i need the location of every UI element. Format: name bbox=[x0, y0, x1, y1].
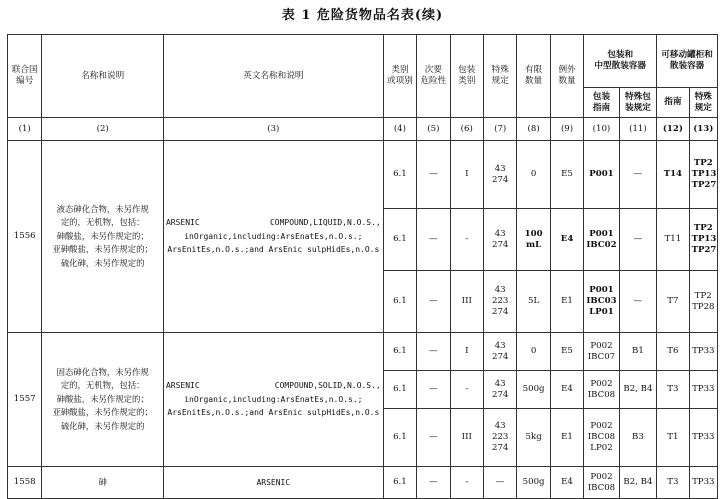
table-row bbox=[8, 141, 718, 209]
tank-special-cell: TP33 bbox=[689, 333, 717, 371]
packing-special-cell: B3 bbox=[619, 409, 656, 467]
header-packing-group: 包装 类别 bbox=[450, 35, 483, 118]
limited-qty-cell: 500g bbox=[517, 467, 550, 499]
tank-instruction-cell: T11 bbox=[657, 209, 689, 271]
tank-special-cell: TP2 TP13 TP27 bbox=[689, 141, 717, 209]
packing-group-cell: - bbox=[450, 467, 483, 499]
sub-risk-cell: — bbox=[417, 209, 450, 271]
limited-qty-cell: 100 mL bbox=[517, 209, 550, 271]
header-class: 类别 或项别 bbox=[383, 35, 416, 118]
name-en-cell: ARSENIC COMPOUND,SOLID,N.O.S., inOrganic,including:ArsEnatEs,n.O.s.; ArsEnitEs,n.O.s.;and ArsEnic sulpHidEs,n.O.s bbox=[163, 333, 383, 467]
column-number: (9) bbox=[550, 118, 583, 141]
packing-special-cell: B1 bbox=[619, 333, 656, 371]
tank-special-cell: TP33 bbox=[689, 467, 717, 499]
column-number: (13) bbox=[689, 118, 717, 141]
header-tank-instruction: 指南 bbox=[657, 88, 689, 118]
column-number-row bbox=[8, 118, 718, 141]
class-cell: 6.1 bbox=[383, 209, 416, 271]
excepted-qty-cell: E5 bbox=[550, 333, 583, 371]
name-cn-cell: 液态砷化合物，未另作规 定的，无机物，包括： 砷酸盐，未另作规定的； 亚砷酸盐，未另作规定的； 硫化砷，未另作规定的 bbox=[42, 141, 164, 333]
limited-qty-cell: 0 bbox=[517, 333, 550, 371]
packing-instruction-cell: P001 bbox=[584, 141, 619, 209]
sub-risk-cell: — bbox=[417, 409, 450, 467]
name-cn-cell: 固态砷化合物，未另作规 定的，无机物，包括： 砷酸盐，未另作规定的； 亚砷酸盐，未另作规定的； 硫化砷，未另作规定的 bbox=[42, 333, 164, 467]
tank-instruction-cell: T3 bbox=[657, 371, 689, 409]
packing-instruction-cell: P002 IBC08 bbox=[584, 467, 619, 499]
limited-qty-cell: 500g bbox=[517, 371, 550, 409]
table-row bbox=[8, 467, 718, 499]
tank-instruction-cell: T7 bbox=[657, 271, 689, 333]
packing-instruction-cell: P001 IBC03 LP01 bbox=[584, 271, 619, 333]
special-provisions-cell: 43 274 bbox=[483, 333, 516, 371]
limited-qty-cell: 5L bbox=[517, 271, 550, 333]
sub-risk-cell: — bbox=[417, 467, 450, 499]
column-number: (2) bbox=[42, 118, 164, 141]
class-cell: 6.1 bbox=[383, 371, 416, 409]
header-limited-qty: 有限 数量 bbox=[517, 35, 550, 118]
un-number-cell: 1556 bbox=[8, 141, 42, 333]
special-provisions-cell: 43 274 bbox=[483, 141, 516, 209]
column-number: (12) bbox=[657, 118, 689, 141]
tank-special-cell: TP2 TP13 TP27 bbox=[689, 209, 717, 271]
name-en-cell: ARSENIC COMPOUND,LIQUID,N.O.S., inOrganic,including:ArsEnatEs,n.O.s.; ArsEnitEs,n.O.s.;and ArsEnic sulpHidEs,n.O.s bbox=[163, 141, 383, 333]
packing-instruction-cell: P002 IBC07 bbox=[584, 333, 619, 371]
class-cell: 6.1 bbox=[383, 467, 416, 499]
column-number: (7) bbox=[483, 118, 516, 141]
column-number: (6) bbox=[450, 118, 483, 141]
column-number: (1) bbox=[8, 118, 42, 141]
header-packaging-ibc: 包装和 中型散装容器 bbox=[584, 35, 657, 88]
header-tank-special: 特殊 规定 bbox=[689, 88, 717, 118]
column-number: (5) bbox=[417, 118, 450, 141]
sub-risk-cell: — bbox=[417, 333, 450, 371]
table-body bbox=[8, 35, 718, 499]
column-number: (3) bbox=[163, 118, 383, 141]
header-portable-tanks: 可移动罐柜和 散装容器 bbox=[657, 35, 718, 88]
packing-special-cell: — bbox=[619, 271, 656, 333]
class-cell: 6.1 bbox=[383, 141, 416, 209]
un-number-cell: 1557 bbox=[8, 333, 42, 467]
packing-special-cell: — bbox=[619, 209, 656, 271]
column-number: (11) bbox=[619, 118, 656, 141]
limited-qty-cell: 5kg bbox=[517, 409, 550, 467]
sub-risk-cell: — bbox=[417, 141, 450, 209]
header-name-cn: 名称和说明 bbox=[42, 35, 164, 118]
special-provisions-cell: 43 274 bbox=[483, 371, 516, 409]
class-cell: 6.1 bbox=[383, 409, 416, 467]
packing-group-cell: III bbox=[450, 409, 483, 467]
table-row bbox=[8, 333, 718, 371]
name-en-cell: ARSENIC bbox=[163, 467, 383, 499]
un-number-cell: 1558 bbox=[8, 467, 42, 499]
excepted-qty-cell: E4 bbox=[550, 371, 583, 409]
header-un-number: 联合国 编号 bbox=[8, 35, 42, 118]
special-provisions-cell: 43 223 274 bbox=[483, 271, 516, 333]
excepted-qty-cell: E4 bbox=[550, 209, 583, 271]
name-cn-cell: 砷 bbox=[42, 467, 164, 499]
limited-qty-cell: 0 bbox=[517, 141, 550, 209]
excepted-qty-cell: E4 bbox=[550, 467, 583, 499]
header-excepted-qty: 例外 数量 bbox=[550, 35, 583, 118]
column-number: (4) bbox=[383, 118, 416, 141]
tank-special-cell: TP33 bbox=[689, 409, 717, 467]
excepted-qty-cell: E1 bbox=[550, 409, 583, 467]
packing-group-cell: I bbox=[450, 141, 483, 209]
header-name-en: 英文名称和说明 bbox=[163, 35, 383, 118]
column-number: (8) bbox=[517, 118, 550, 141]
special-provisions-cell: 43 274 bbox=[483, 209, 516, 271]
header-row bbox=[8, 35, 718, 88]
packing-instruction-cell: P001 IBC02 bbox=[584, 209, 619, 271]
tank-special-cell: TP2 TP28 bbox=[689, 271, 717, 333]
dangerous-goods-table bbox=[7, 34, 718, 499]
page-title: 表 1 危险货物品名表(续) bbox=[281, 8, 444, 23]
sub-risk-cell: — bbox=[417, 271, 450, 333]
column-number: (10) bbox=[584, 118, 619, 141]
header-sub-risk: 次要 危险性 bbox=[417, 35, 450, 118]
packing-group-cell: - bbox=[450, 209, 483, 271]
tank-instruction-cell: T6 bbox=[657, 333, 689, 371]
tank-instruction-cell: T14 bbox=[657, 141, 689, 209]
class-cell: 6.1 bbox=[383, 271, 416, 333]
special-provisions-cell: — bbox=[483, 467, 516, 499]
packing-special-cell: B2, B4 bbox=[619, 371, 656, 409]
class-cell: 6.1 bbox=[383, 333, 416, 371]
tank-special-cell: TP33 bbox=[689, 371, 717, 409]
special-provisions-cell: 43 223 274 bbox=[483, 409, 516, 467]
packing-instruction-cell: P002 IBC08 LP02 bbox=[584, 409, 619, 467]
packing-group-cell: - bbox=[450, 371, 483, 409]
tank-instruction-cell: T1 bbox=[657, 409, 689, 467]
packing-instruction-cell: P002 IBC08 bbox=[584, 371, 619, 409]
sub-risk-cell: — bbox=[417, 371, 450, 409]
packing-group-cell: III bbox=[450, 271, 483, 333]
header-packing-special: 特殊包 装规定 bbox=[619, 88, 656, 118]
header-special-provisions: 特殊 规定 bbox=[483, 35, 516, 118]
header-packing-instruction: 包装 指南 bbox=[584, 88, 619, 118]
excepted-qty-cell: E1 bbox=[550, 271, 583, 333]
excepted-qty-cell: E5 bbox=[550, 141, 583, 209]
packing-special-cell: — bbox=[619, 141, 656, 209]
packing-special-cell: B2, B4 bbox=[619, 467, 656, 499]
tank-instruction-cell: T3 bbox=[657, 467, 689, 499]
packing-group-cell: I bbox=[450, 333, 483, 371]
